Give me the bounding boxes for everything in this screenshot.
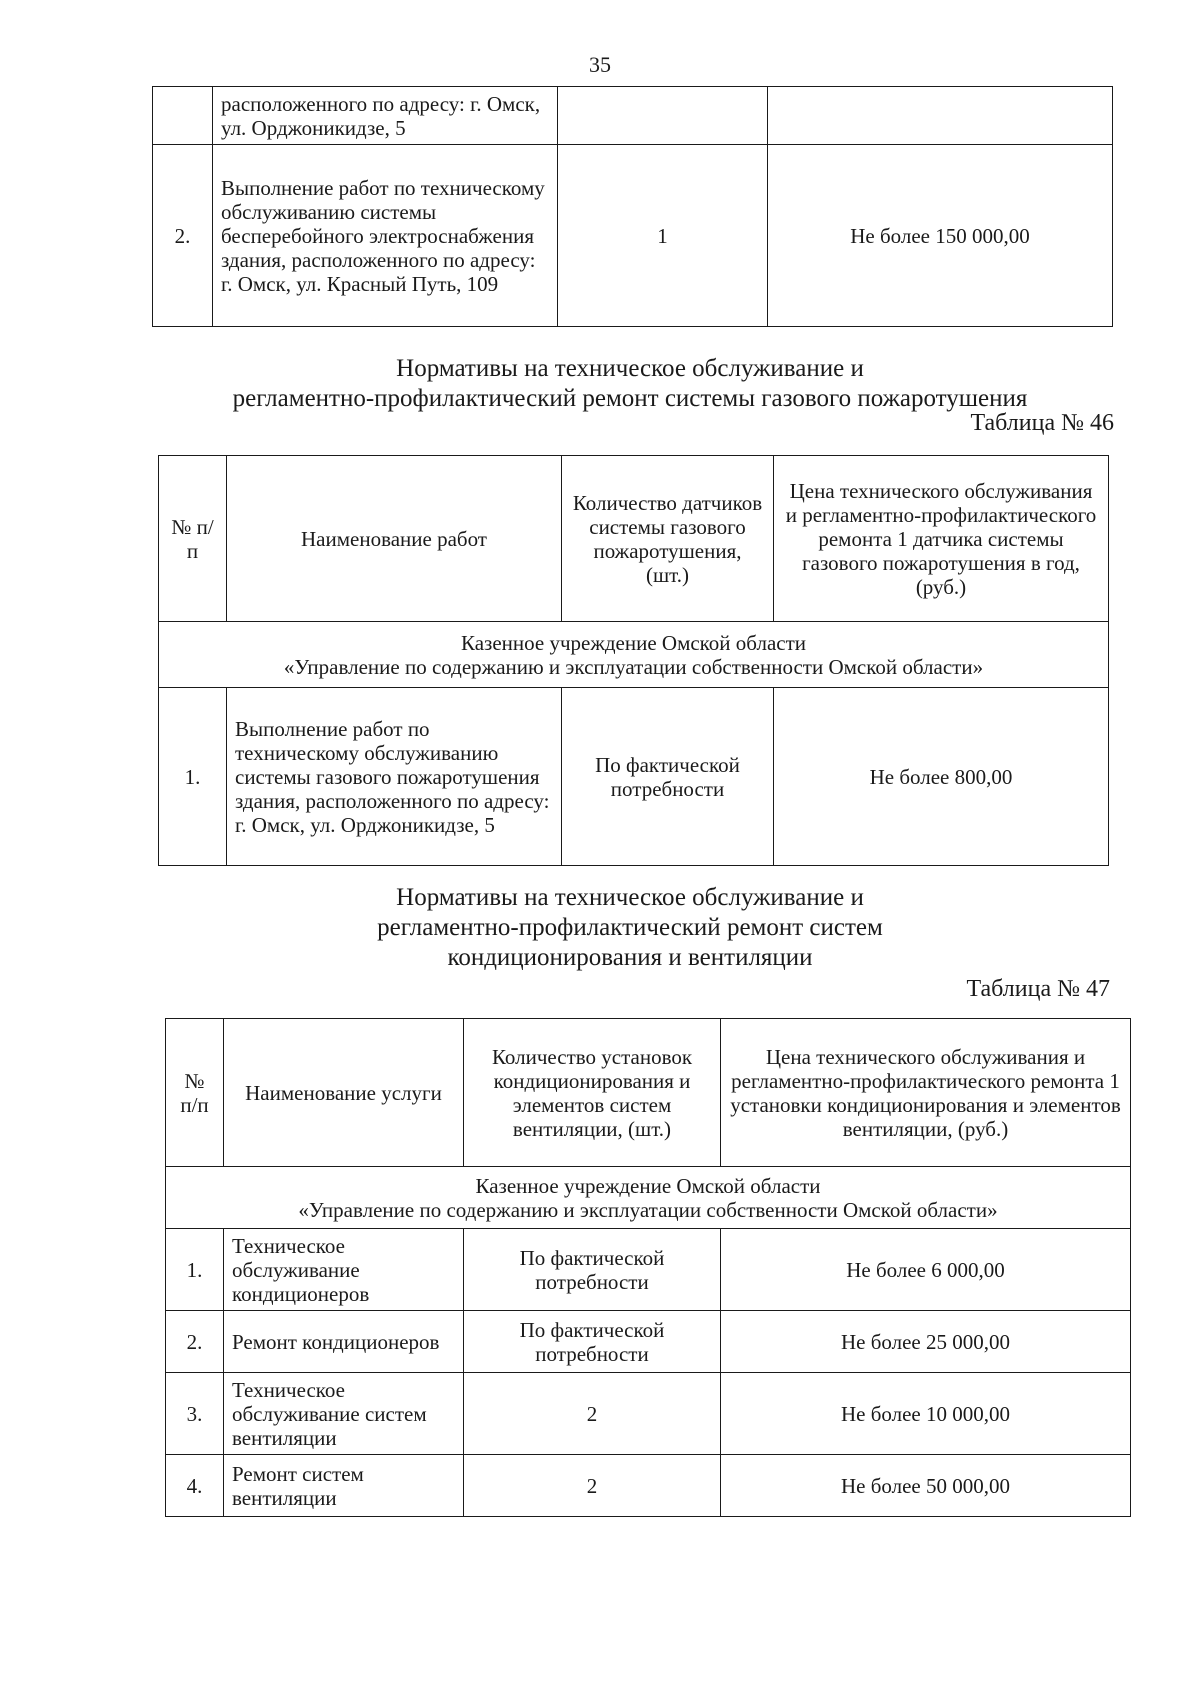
title-line: кондиционирования и вентиляции — [447, 944, 813, 971]
table-46 — [158, 455, 1109, 866]
row-number: 1. — [166, 1229, 224, 1311]
organization-name — [166, 1167, 1131, 1229]
table-row — [153, 145, 1113, 327]
header-row — [166, 1019, 1131, 1167]
quantity: 2 — [464, 1455, 721, 1517]
price: Не более 6 000,00 — [721, 1229, 1131, 1311]
service-name: Техническое обслуживание систем вентиляции — [224, 1373, 464, 1455]
table-row — [166, 1455, 1131, 1517]
table-row — [166, 1373, 1131, 1455]
organization-row — [166, 1167, 1131, 1229]
organization-line: «Управление по содержанию и эксплуатации собственности Омской области» — [283, 654, 984, 679]
row-number: 4. — [166, 1455, 224, 1517]
table-47 — [165, 1018, 1131, 1517]
service-name: Ремонт систем вентиляции — [224, 1455, 464, 1517]
work-name: Выполнение работ по техническому обслуживанию системы бесперебойного электроснабжения здания, расположенного по адресу: г. Омск, ул. Красный Путь, 109 — [213, 145, 558, 327]
section-47-title — [150, 883, 1110, 973]
quantity: По фактической потребности — [464, 1229, 721, 1311]
service-name: Ремонт кондиционеров — [224, 1311, 464, 1373]
table-row — [166, 1311, 1131, 1373]
row-number — [153, 87, 213, 145]
header-price: Цена технического обслуживания и регламентно-профилактического ремонта 1 установки кондиционирования и элементов вентиляции, (руб.) — [721, 1019, 1131, 1167]
table-46-label: Таблица № 46 — [970, 410, 1114, 436]
title-line: регламентно-профилактический ремонт систем — [377, 914, 883, 941]
price: Не более 800,00 — [774, 688, 1109, 866]
quantity: По фактической потребности — [562, 688, 774, 866]
quantity: По фактической потребности — [464, 1311, 721, 1373]
header-number: № п/п — [159, 456, 227, 622]
header-price: Цена технического обслуживания и регламентно-профилактического ремонта 1 датчика системы газового пожаротушения в год, (руб.) — [774, 456, 1109, 622]
header-quantity: Количество датчиков системы газового пожаротушения, (шт.) — [562, 456, 774, 622]
row-number: 1. — [159, 688, 227, 866]
section-46-title — [150, 354, 1110, 414]
table-row — [159, 688, 1109, 866]
header-number: № п/п — [166, 1019, 224, 1167]
page-number: 35 — [589, 52, 611, 77]
organization-name — [159, 622, 1109, 688]
table-row — [166, 1229, 1131, 1311]
title-line: Нормативы на техническое обслуживание и — [396, 355, 864, 382]
header-row — [159, 456, 1109, 622]
header-quantity: Количество установок кондиционирования и элементов систем вентиляции, (шт.) — [464, 1019, 721, 1167]
organization-line: Казенное учреждение Омской области — [460, 630, 806, 655]
work-name: расположенного по адресу: г. Омск, ул. Орджоникидзе, 5 — [213, 87, 558, 145]
row-number: 3. — [166, 1373, 224, 1455]
quantity: 2 — [464, 1373, 721, 1455]
header-service-name: Наименование услуги — [224, 1019, 464, 1167]
title-line: Нормативы на техническое обслуживание и — [396, 884, 864, 911]
quantity: 1 — [558, 145, 768, 327]
row-number: 2. — [153, 145, 213, 327]
organization-line: Казенное учреждение Омской области — [475, 1173, 821, 1198]
price: Не более 50 000,00 — [721, 1455, 1131, 1517]
service-name: Техническое обслуживание кондиционеров — [224, 1229, 464, 1311]
price: Не более 150 000,00 — [768, 145, 1113, 327]
price: Не более 25 000,00 — [721, 1311, 1131, 1373]
quantity — [558, 87, 768, 145]
organization-row — [159, 622, 1109, 688]
price: Не более 10 000,00 — [721, 1373, 1131, 1455]
organization-line: «Управление по содержанию и эксплуатации собственности Омской области» — [298, 1197, 998, 1222]
row-number: 2. — [166, 1311, 224, 1373]
table-45-continuation — [152, 86, 1113, 327]
work-name: Выполнение работ по техническому обслуживанию системы газового пожаротушения здания, расположенного по адресу: г. Омск, ул. Орджоникидзе, 5 — [227, 688, 562, 866]
price — [768, 87, 1113, 145]
header-work-name: Наименование работ — [227, 456, 562, 622]
table-row — [153, 87, 1113, 145]
table-47-label: Таблица № 47 — [966, 976, 1110, 1002]
title-line: регламентно-профилактический ремонт системы газового пожаротушения — [232, 385, 1028, 412]
